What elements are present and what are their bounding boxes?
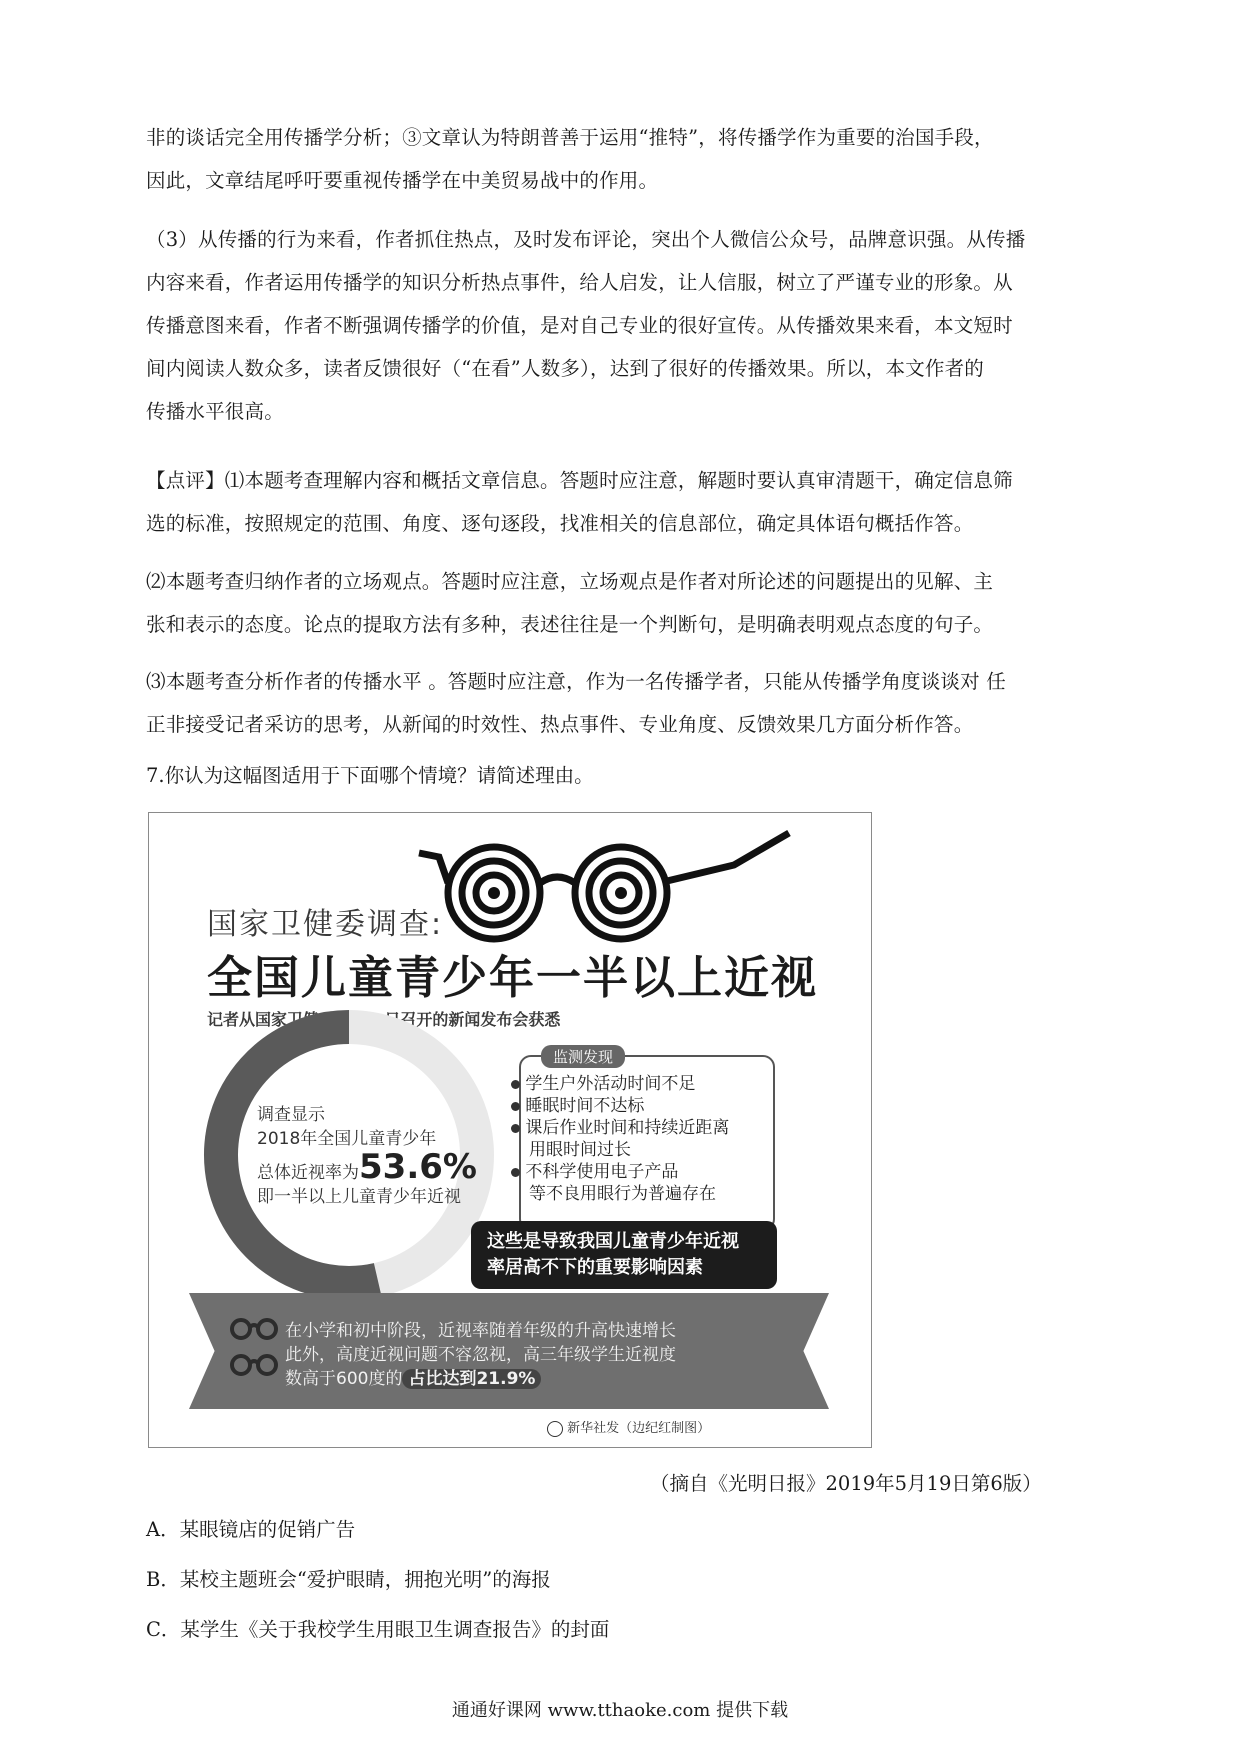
xinhua-logo-icon [547,1421,563,1437]
answer-paragraph-1 [146,116,1094,202]
finding-item: 学生户外活动时间不足 [525,1074,696,1094]
findings-list [511,1073,729,1205]
text-line: 传播意图来看，作者不断强调传播学的价值，是对自己专业的很好宣传。从传播效果来看，本文短时 [146,314,1013,337]
bullet-icon [511,1168,520,1177]
rate-label: 总体近视率为 [257,1163,359,1183]
text-line: 【点评】⑴本题考查理解内容和概括文章信息。答题时应注意，解题时要认真审清题干，确定信息筛 [146,469,1013,492]
cause-line: 率居高不下的重要影响因素 [487,1257,703,1278]
bullet-icon [511,1102,520,1111]
text-line: ⑶本题考查分析作者的传播水平 。答题时应注意，作为一名传播学者，只能从传播学角度谈谈对 任 [146,670,1006,693]
text-line: 选的标准，按照规定的范围、角度、逐句逐段，找准相关的信息部位，确定具体语句概括作答。 [146,512,974,535]
text-line: 传播水平很高。 [146,400,284,423]
finding-item: 不科学使用电子产品 [525,1162,679,1182]
comment-paragraph-1 [146,459,1094,545]
band-highlight: 占比达到21.9% [402,1369,541,1389]
text-line: ⑵本题考查归纳作者的立场观点。答题时应注意，立场观点是作者对所论述的问题提出的见解、主 [146,570,994,593]
infographic-title: 全国儿童青少年一半以上近视 [207,951,819,1004]
text-line: 正非接受记者采访的思考，从新闻的时效性、热点事件、专业角度、反馈效果几方面分析作答。 [146,713,974,736]
rate-value: 53.6% [359,1147,477,1187]
finding-item: 睡眠时间不达标 [525,1096,645,1116]
infographic-title-small: 国家卫健委调查: [207,907,444,942]
option-a: A．某眼镜店的促销广告 [146,1518,356,1541]
text-line: （3）从传播的行为来看，作者抓住热点，及时发布评论，突出个人微信公众号，品牌意识强。从传播 [146,228,1026,251]
ring-text [257,1103,477,1209]
answer-paragraph-3 [146,218,1094,433]
finding-item: 用眼时间过长 [529,1140,631,1160]
finding-item: 等不良用眼行为普遍存在 [529,1184,716,1204]
question-7: 7.你认为这幅图适用于下面哪个情境？请简述理由。 [146,764,594,787]
text-line: 间内阅读人数众多，读者反馈很好（“在看”人数多），达到了很好的传播效果。所以，本文作者的 [146,357,984,380]
ring-line: 2018年全国儿童青少年 [257,1129,437,1149]
text-line: 因此，文章结尾呼吁要重视传播学在中美贸易战中的作用。 [146,169,659,192]
cause-line: 这些是导致我国儿童青少年近视 [487,1231,739,1252]
band-text [285,1319,676,1391]
findings-label: 监测发现 [541,1045,625,1068]
infographic-credit [547,1417,710,1437]
myopia-infographic [148,812,872,1448]
comment-paragraph-3 [146,660,1094,746]
option-c: C．某学生《关于我校学生用眼卫生调查报告》的封面 [146,1618,610,1641]
text-line: 内容来看，作者运用传播学的知识分析热点事件，给人启发，让人信服，树立了严谨专业的形象。从 [146,271,1013,294]
credit-text: 新华社发（边纪红制图） [567,1421,711,1436]
text-line: 非的谈话完全用传播学分析；③文章认为特朗普善于运用“推特”，将传播学作为重要的治国手段， [146,126,994,149]
band-line: 此外，高度近视问题不容忽视，高三年级学生近视度 [285,1345,676,1365]
band-line: 数高于600度的 [285,1369,403,1389]
finding-item: 课后作业时间和持续近距离 [525,1118,730,1138]
ring-line: 即一半以上儿童青少年近视 [257,1187,461,1207]
figure-caption: （摘自《光明日报》2019年5月19日第6版） [650,1472,1042,1495]
ring-line: 调查显示 [257,1105,325,1125]
page-footer: 通通好课网 www.tthaoke.com 提供下载 [451,1700,789,1721]
text-line: 张和表示的态度。论点的提取方法有多种，表述往往是一个判断句，是明确表明观点态度的句子。 [146,613,994,636]
band-line: 在小学和初中阶段，近视率随着年级的升高快速增长 [285,1321,676,1341]
cause-box [471,1221,777,1289]
comment-paragraph-2 [146,560,1094,646]
infographic-subtitle: 记者从国家卫健委4月29日召开的新闻发布会获悉 [207,1010,561,1029]
bullet-icon [511,1124,520,1133]
bullet-icon [511,1080,520,1089]
option-b: B．某校主题班会“爱护眼睛，拥抱光明”的海报 [146,1568,551,1591]
